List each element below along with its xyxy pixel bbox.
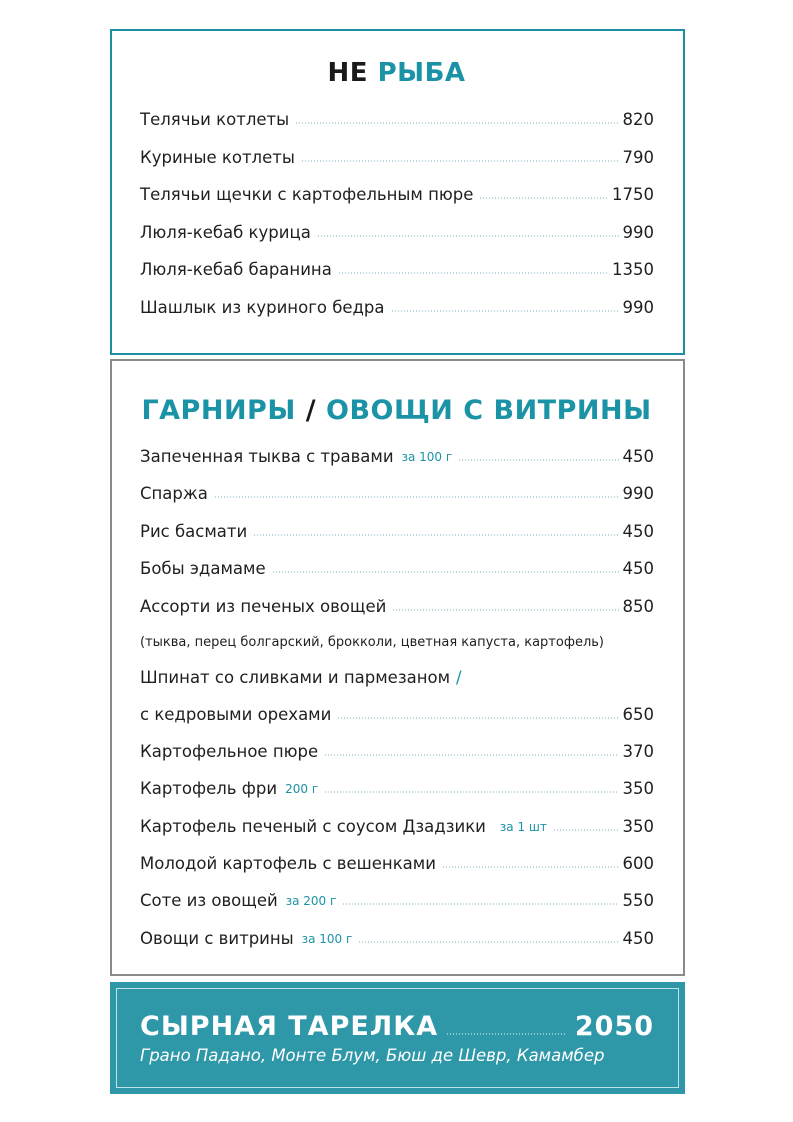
menu-item: [140, 141, 654, 167]
menu-item: [140, 847, 654, 873]
dot-leader: [337, 717, 618, 719]
menu-item: [140, 884, 654, 910]
cheese-plate-price: 2050: [574, 1011, 654, 1042]
dot-leader: [338, 272, 608, 274]
menu-item: [140, 810, 654, 836]
item-name: Картофель печеный с соусом Дзадзики: [140, 817, 486, 836]
menu-item: [140, 291, 654, 317]
dot-leader: [324, 754, 618, 756]
item-portion: за 100 г: [301, 932, 353, 946]
menu-item: [140, 253, 654, 279]
dot-leader: [458, 459, 618, 461]
item-name: Люля-кебаб баранина: [140, 260, 332, 279]
menu-item-line1: [140, 661, 654, 687]
item-name: Шпинат со сливками и пармезаном: [140, 668, 451, 687]
section1-title: [0, 58, 793, 88]
item-name: с кедровыми орехами: [140, 705, 332, 724]
section1-title-accent: РЫБА: [377, 58, 466, 88]
item-price: 990: [622, 223, 654, 242]
cheese-plate-title-row: [140, 1008, 654, 1042]
item-name: Овощи с витрины: [140, 929, 294, 948]
assorti-description: (тыква, перец болгарский, брокколи, цветная капуста, картофель): [140, 635, 604, 650]
item-name: Соте из овощей: [140, 891, 278, 910]
item-name: Рис басмати: [140, 522, 248, 541]
item-name: Куриные котлеты: [140, 148, 295, 167]
item-price: 650: [622, 705, 654, 724]
menu-item: [140, 477, 654, 503]
dot-leader: [442, 866, 619, 868]
dot-leader: [253, 534, 618, 536]
menu-item: [140, 922, 654, 948]
menu-item: [140, 515, 654, 541]
cheese-plate-subtitle: Грано Падано, Монте Блум, Бюш де Шевр, Камамбер: [140, 1046, 605, 1065]
dot-leader: [391, 310, 619, 312]
dot-leader: [295, 122, 618, 124]
item-price: 450: [622, 929, 654, 948]
item-price: 450: [622, 447, 654, 466]
item-name: Спаржа: [140, 484, 208, 503]
section2-title-separator: /: [305, 395, 317, 426]
item-name: Телячьи котлеты: [140, 110, 290, 129]
menu-item: [140, 216, 654, 242]
item-price: 850: [622, 597, 654, 616]
item-name: Молодой картофель с вешенками: [140, 854, 436, 873]
menu-item: [140, 698, 654, 724]
item-portion: 200 г: [285, 782, 319, 796]
item-price: 790: [622, 148, 654, 167]
menu-item: [140, 772, 654, 798]
dot-leader: [553, 829, 619, 831]
item-price: 450: [622, 522, 654, 541]
section2-title-left: ГАРНИРЫ: [141, 395, 296, 426]
item-price: 820: [622, 110, 654, 129]
menu-item: [140, 735, 654, 761]
item-price: 990: [622, 484, 654, 503]
dot-leader: [446, 1033, 567, 1035]
item-portion: за 100 г: [401, 450, 453, 464]
item-name: Ассорти из печеных овощей: [140, 597, 387, 616]
section1-title-dark: НЕ: [327, 58, 369, 88]
menu-item: [140, 440, 654, 466]
section2-title: [0, 395, 793, 426]
cheese-plate-title: СЫРНАЯ ТАРЕЛКА: [140, 1011, 439, 1042]
dot-leader: [272, 571, 619, 573]
item-name: Шашлык из куриного бедра: [140, 298, 385, 317]
dot-leader: [214, 496, 619, 498]
dot-leader: [342, 903, 618, 905]
item-price: 550: [622, 891, 654, 910]
menu-item: [140, 178, 654, 204]
item-name: Бобы эдамаме: [140, 559, 266, 578]
item-price: 450: [622, 559, 654, 578]
dot-leader: [479, 197, 608, 199]
dot-leader: [317, 235, 619, 237]
dot-leader: [324, 791, 618, 793]
item-price: 350: [622, 779, 654, 798]
item-price: 350: [622, 817, 654, 836]
menu-item: [140, 552, 654, 578]
menu-item: [140, 590, 654, 616]
item-portion: за 1 шт: [499, 820, 547, 834]
section2-title-right: ОВОЩИ С ВИТРИНЫ: [326, 395, 652, 426]
item-price: 370: [622, 742, 654, 761]
slash-separator: /: [456, 668, 462, 687]
dot-leader: [301, 160, 619, 162]
item-price: 990: [622, 298, 654, 317]
dot-leader: [358, 941, 618, 943]
item-name: Картофель фри: [140, 779, 278, 798]
item-price: 600: [622, 854, 654, 873]
item-price: 1750: [612, 185, 654, 204]
item-portion: за 200 г: [285, 894, 337, 908]
item-price: 1350: [612, 260, 654, 279]
dot-leader: [392, 609, 618, 611]
item-name: Телячьи щечки с картофельным пюре: [140, 185, 474, 204]
item-name: Запеченная тыква с травами: [140, 447, 394, 466]
item-description: [140, 624, 654, 650]
item-name: Картофельное пюре: [140, 742, 319, 761]
item-name: Люля-кебаб курица: [140, 223, 311, 242]
menu-item: [140, 103, 654, 129]
